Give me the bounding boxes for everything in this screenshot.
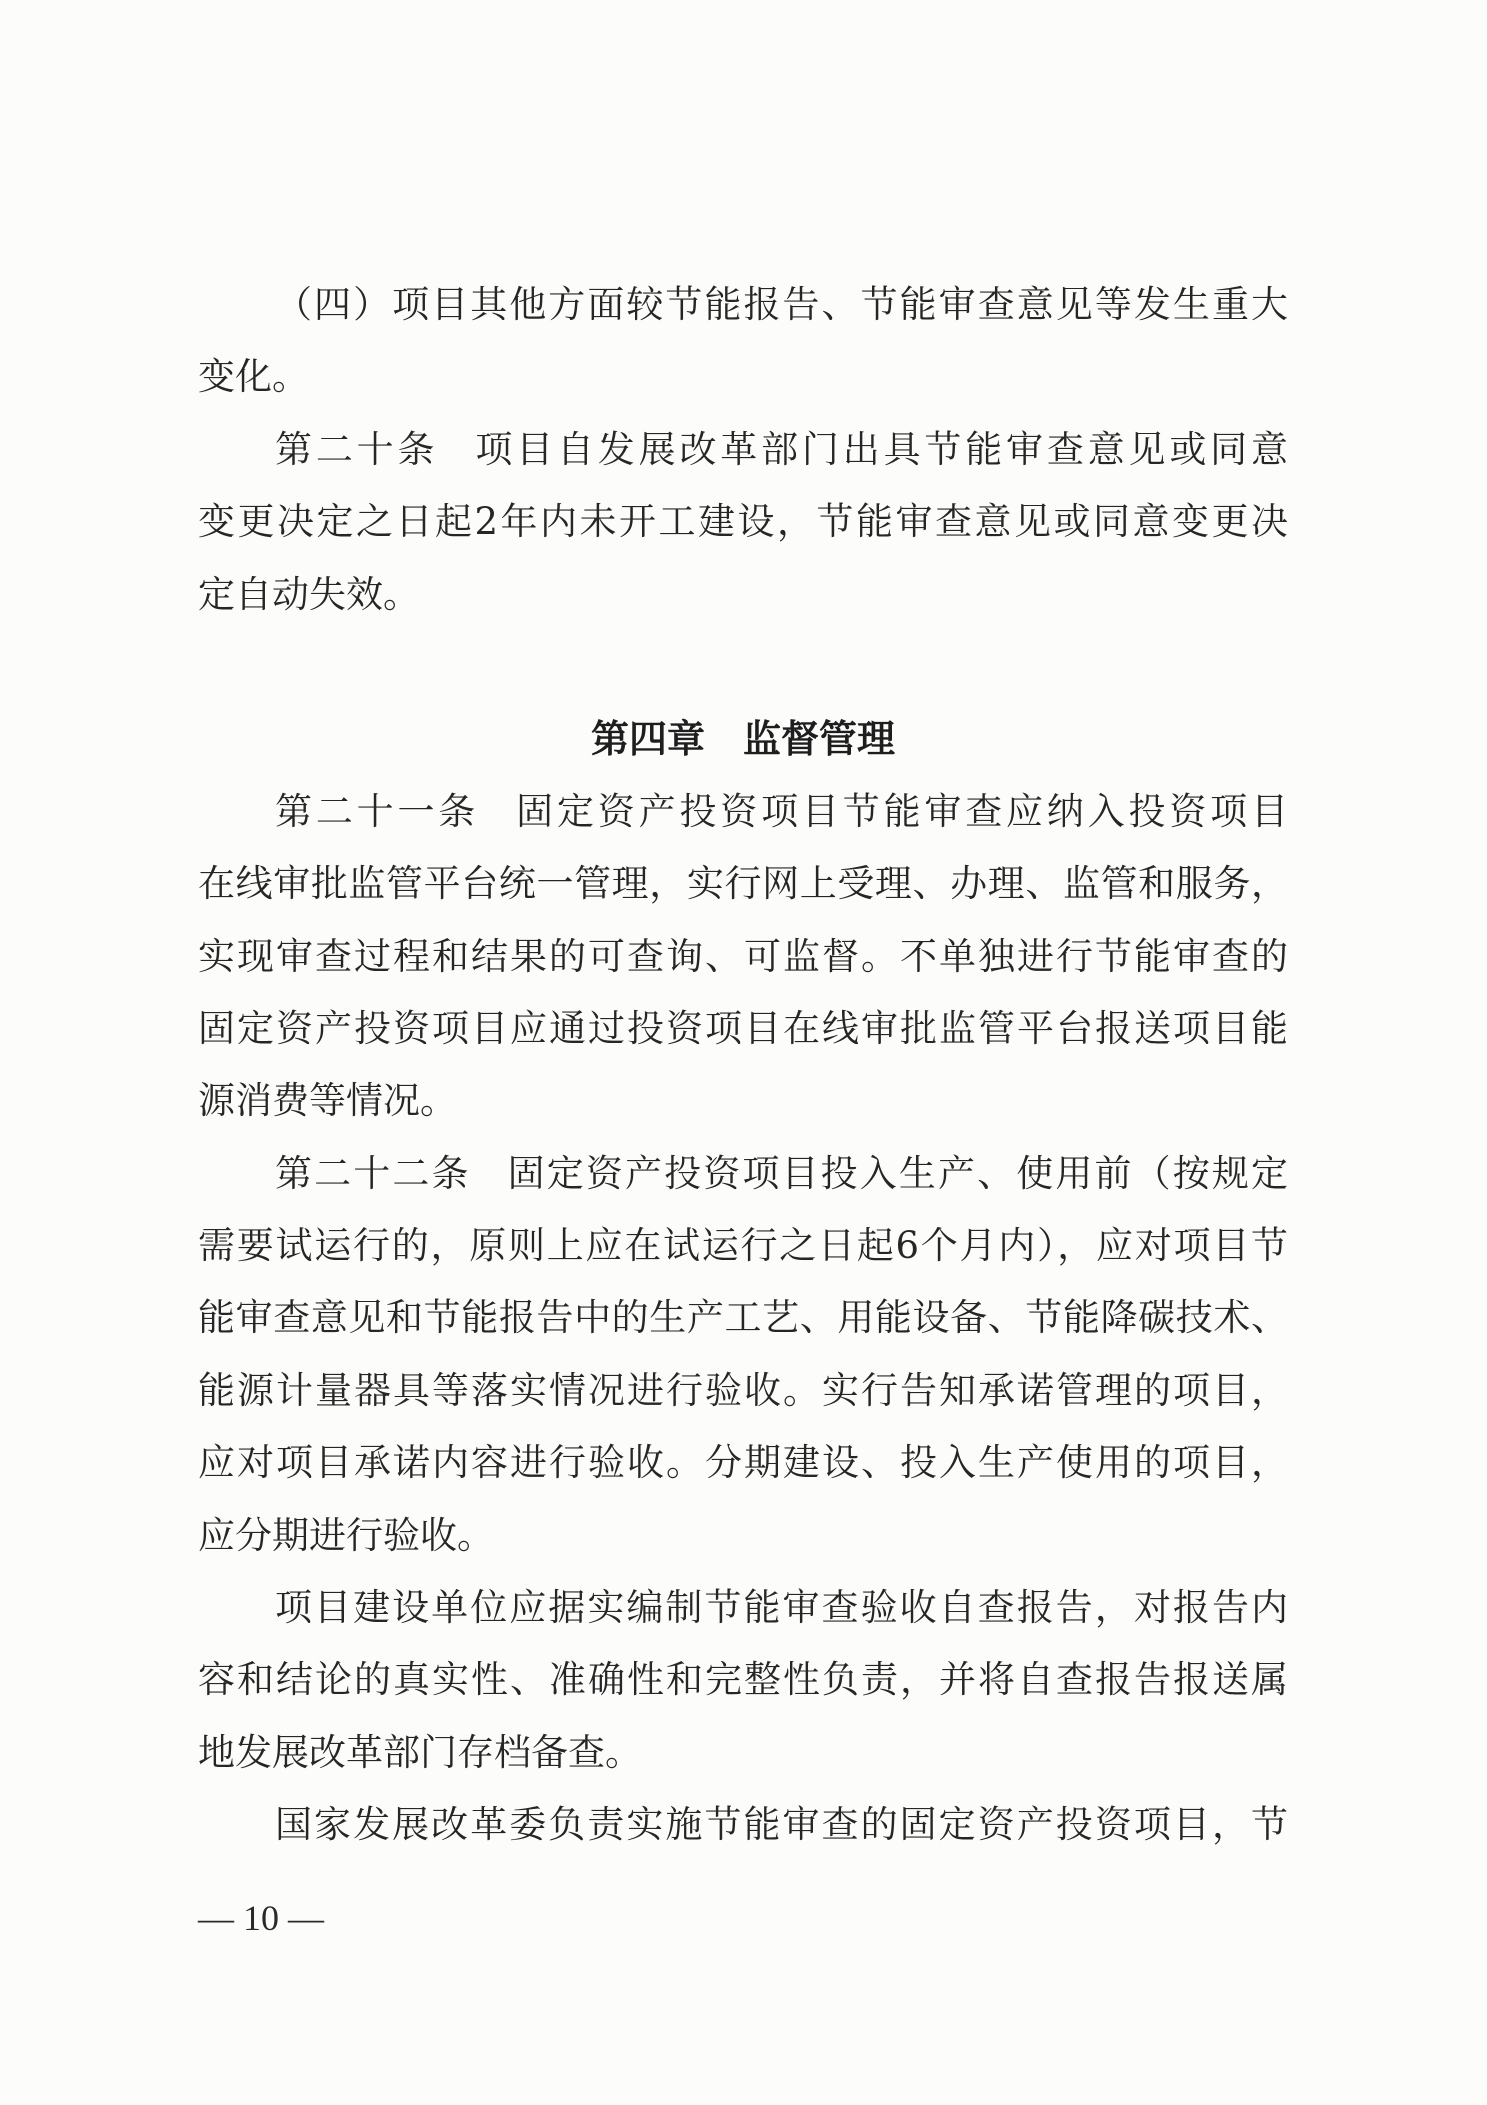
paragraph-line: 能源计量器具等落实情况进行验收。实行告知承诺管理的项目， xyxy=(198,1368,1288,1412)
article-paragraph xyxy=(198,776,1288,1138)
paragraph-line: 能审查意见和节能报告中的生产工艺、用能设备、节能降碳技术、 xyxy=(198,1296,1288,1340)
article-label: 第二十一条 xyxy=(275,789,480,833)
article-label: 第二十条 xyxy=(275,427,439,471)
paragraph xyxy=(198,1572,1288,1789)
page-number: — 10 — xyxy=(198,1898,324,1938)
paragraph xyxy=(198,1789,1288,1861)
article-paragraph xyxy=(198,1138,1288,1572)
line-text: 固定资产投资项目节能审查应纳入投资项目 xyxy=(516,789,1288,833)
paragraph-line: 变更决定之日起2年内未开工建设，节能审查意见或同意变更决 xyxy=(198,500,1288,544)
article-label: 第二十二条 xyxy=(275,1151,471,1195)
chapter-heading: 第四章 监督管理 xyxy=(590,717,895,762)
paragraph-line: 需要试运行的，原则上应在试运行之日起6个月内），应对项目节 xyxy=(198,1224,1288,1268)
paragraph-line: 项目建设单位应据实编制节能审查验收自查报告，对报告内 xyxy=(275,1586,1288,1630)
paragraph-line: 应分期进行验收。 xyxy=(198,1513,494,1557)
paragraph-line: 国家发展改革委负责实施节能审查的固定资产投资项目，节 xyxy=(275,1803,1288,1847)
paragraph-line: （四）项目其他方面较节能报告、节能审查意见等发生重大 xyxy=(275,283,1288,326)
paragraph-line: 定自动失效。 xyxy=(198,572,420,616)
paragraph xyxy=(198,269,1288,414)
line-text: 固定资产投资项目投入生产、使用前（按规定 xyxy=(507,1151,1288,1195)
paragraph-line: 实现审查过程和结果的可查询、可监督。不单独进行节能审查的 xyxy=(198,934,1288,978)
paragraph-line: 容和结论的真实性、准确性和完整性负责，并将自查报告报送属 xyxy=(198,1658,1288,1702)
document-body xyxy=(198,269,1288,1862)
paragraph-line: 源消费等情况。 xyxy=(198,1079,457,1123)
paragraph-line: 地发展改革部门存档备查。 xyxy=(198,1730,642,1774)
article-paragraph xyxy=(198,414,1288,631)
paragraph-line: 在线审批监管平台统一管理，实行网上受理、办理、监管和服务， xyxy=(198,862,1288,906)
paragraph-line xyxy=(198,1138,1288,1210)
paragraph-line: 变化。 xyxy=(198,355,309,399)
paragraph-line xyxy=(198,414,1288,486)
line-text: 项目自发展改革部门出具节能审查意见或同意 xyxy=(475,427,1288,471)
paragraph-line xyxy=(198,776,1288,848)
paragraph-line: 固定资产投资项目应通过投资项目在线审批监管平台报送项目能 xyxy=(198,1006,1288,1050)
paragraph-line: 应对项目承诺内容进行验收。分期建设、投入生产使用的项目， xyxy=(198,1441,1288,1485)
